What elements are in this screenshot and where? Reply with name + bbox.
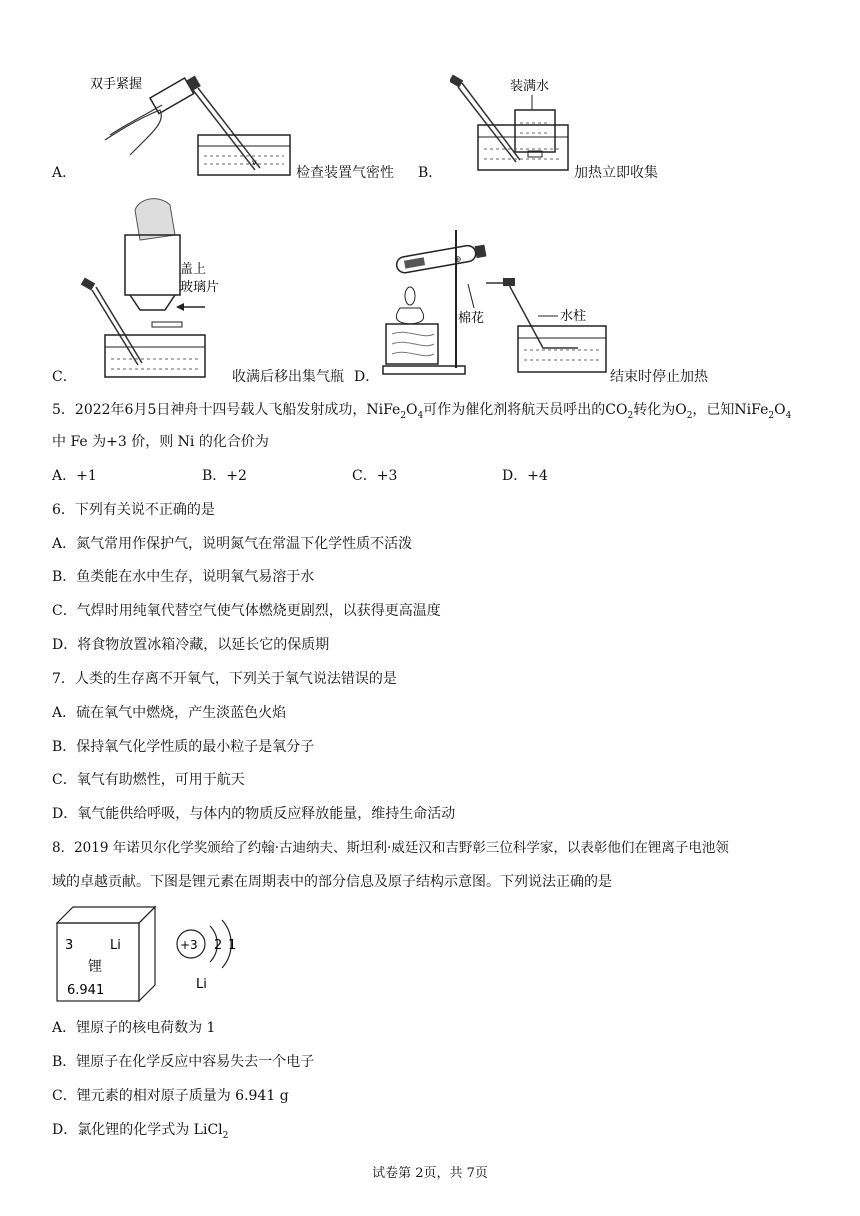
figure-b-water-label: 装满水	[510, 79, 550, 94]
q5-option-d: D．+4	[502, 468, 548, 484]
q8-option-d: D．氯化锂的化学式为 LiCl$_2$	[52, 1122, 229, 1141]
q6-option-c: C．气焊时用纯氧代替空气使气体燃烧更剧烈，以获得更高温度	[52, 603, 441, 619]
q7-option-b: B．保持氧气化学性质的最小粒子是氧分子	[52, 739, 315, 755]
page-footer: 试卷第 2页，共 7页	[372, 1166, 488, 1181]
figure-c-cover-label-2: 玻璃片	[180, 280, 220, 295]
q5-option-b: B．+2	[202, 468, 247, 484]
q8-option-b: B．锂原子在化学反应中容易失去一个电子	[52, 1054, 315, 1070]
figure-a-caption: 检查装置气密性	[296, 165, 394, 181]
figure-b-caption: 加热立即收集	[574, 165, 658, 181]
q6-stem: 6．下列有关说不正确的是	[52, 502, 215, 518]
figure-c-cover-label-1: 盖上	[180, 262, 207, 277]
atom-shell-1: 2	[214, 938, 223, 953]
figure-d-stop-heating	[378, 228, 610, 376]
svg-text:⊕: ⊕	[454, 255, 462, 265]
element-name: 锂	[88, 959, 102, 975]
option-a-label: A．	[52, 165, 77, 181]
figure-b-collection	[450, 65, 570, 177]
figure-a-hands-label: 双手紧握	[90, 77, 143, 92]
q8-stem-line1: 8．2019 年诺贝尔化学奖颁给了约翰·古迪纳夫、斯坦利·威廷汉和吉野彰三位科学家，以表彰他们在锂离子电池领	[52, 840, 729, 856]
q7-option-a: A．硫在氧气中燃烧，产生淡蓝色火焰	[52, 705, 287, 721]
q6-option-b: B．鱼类能在水中生存，说明氧气易溶于水	[52, 569, 315, 585]
q8-option-c: C．锂元素的相对原子质量为 6.941 g	[52, 1088, 289, 1104]
option-c-label: C．	[52, 369, 77, 385]
q8-stem-line2: 域的卓越贡献。下图是锂元素在周期表中的部分信息及原子结构示意图。下列说法正确的是	[52, 874, 612, 890]
element-symbol: Li	[110, 938, 121, 953]
figure-d-water-label: 水柱	[560, 309, 587, 324]
element-atomic-number: 3	[65, 938, 74, 953]
q6-option-d: D．将食物放置冰箱冷藏，以延长它的保质期	[52, 637, 330, 653]
q7-option-c: C．氧气有助燃性，可用于航天	[52, 772, 245, 788]
option-d-label: D．	[354, 369, 380, 385]
lithium-atom-diagram	[172, 918, 252, 998]
lithium-element-card	[55, 905, 165, 1003]
option-b-label: B．	[418, 165, 443, 181]
atom-nucleus-charge: +3	[180, 938, 198, 952]
q8-option-a: A．锂原子的核电荷数为 1	[52, 1020, 216, 1036]
figure-c-remove-bottle	[80, 195, 230, 380]
q6-option-a: A．氮气常用作保护气，说明氮气在常温下化学性质不活泼	[52, 536, 413, 552]
figure-c-caption: 收满后移出集气瓶	[232, 369, 344, 385]
q5-option-c: C．+3	[352, 468, 398, 484]
q5-option-a: A．+1	[52, 468, 97, 484]
q7-stem: 7．人类的生存离不开氧气，下列关于氧气说法错误的是	[52, 671, 397, 687]
figure-d-cotton-label: 棉花	[458, 311, 485, 326]
figure-a-airtightness	[90, 60, 295, 180]
atom-symbol: Li	[196, 977, 207, 992]
svg-text:v: v	[252, 158, 257, 167]
q5-stem-line2: 中 Fe 为+3 价，则 Ni 的化合价为	[52, 434, 269, 450]
element-atomic-mass: 6.941	[67, 983, 105, 998]
q5-stem-line1: 5．2022年6月5日神舟十四号载人飞船发射成功，$NiFe_2O_4$可作为催化剂将航天员呼出的$CO_2$转化为$O_2$，已知$NiFe_2O_4$	[52, 402, 792, 421]
q7-option-d: D．氧气能供给呼吸，与体内的物质反应释放能量，维持生命活动	[52, 806, 456, 822]
atom-shell-2: 1	[228, 938, 237, 953]
figure-d-caption: 结束时停止加热	[610, 369, 708, 385]
